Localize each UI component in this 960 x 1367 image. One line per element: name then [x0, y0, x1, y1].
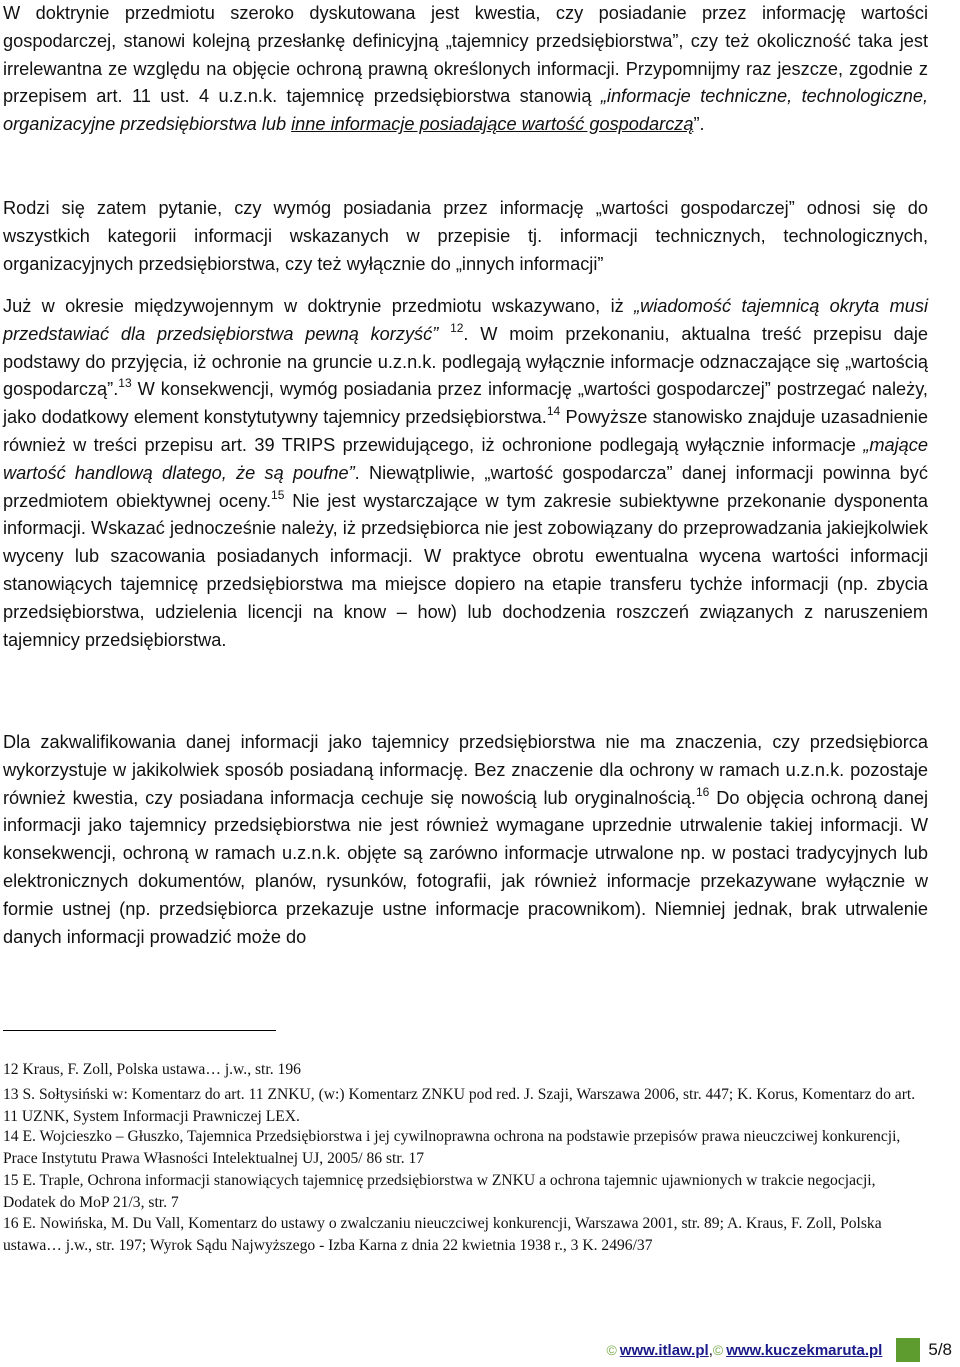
itlaw-link[interactable]: www.itlaw.pl [619, 1341, 709, 1359]
paragraph-3-text-a: Już w okresie międzywojennym w doktrynie przedmiotu wskazywano, iż [3, 296, 635, 316]
footnote-ref-15[interactable]: 15 [271, 487, 285, 502]
paragraph-4 [3, 729, 928, 951]
page-number: 5/8 [928, 1340, 952, 1359]
green-square-icon [896, 1338, 920, 1362]
footnote-16: 16 E. Nowińska, M. Du Vall, Komentarz do ustawy o zwalczaniu nieuczciwej konkurencji, Warszawa 2001, str. 89; A. Kraus, F. Zoll, Polska ustawa… j.w., str. 197; Wyrok Sądu Najwyższego - Izba Karna z dnia 22 kwietnia 1938 r., 3 K. 2496/37 [3, 1215, 882, 1254]
paragraph-3-text-c: W konsekwencji, wymóg posiadania przez informację „wartości gospodarczej” postrzegać należy, jako dodatkowy element konstytutywny tajemnicy przedsiębiorstwa. [3, 379, 928, 428]
footnote-ref-16[interactable]: 16 [695, 784, 710, 799]
paragraph-4-text-a: Dla zakwalifikowania danej informacji jako tajemnicy przedsiębiorstwa nie ma znaczenia, czy przedsiębiorca wykorzystuje w jakikolwiek sposób posiadaną informację. Bez znaczenie dla ochrony w ramach u.z.n.k. pozostaje również kwestia, czy posiadana informacja cechuje się nowością lub oryginalnością. [3, 732, 928, 808]
footnote-13: 13 S. Sołtysiński w: Komentarz do art. 11 ZNKU, (w:) Komentarz ZNKU pod red. J. Szaji, Warszawa 2006, str. 447; K. Korus, Komentarz do art. 11 UZNK, System Informacji Prawniczej LEX. [3, 1086, 916, 1125]
paragraph-2: Rodzi się zatem pytanie, czy wymóg posiadania przez informację „wartości gospodarczej” odnosi się do wszystkich kategorii informacji wskazanych w przepisie tj. informacji technicznych, technologicznych, organizacyjnych przedsiębiorstwa, czy też wyłącznie do „innych informacji” [3, 198, 928, 274]
paragraph-3-quote-1: „wiadomość tajemnicą okryta musi przedstawiać dla przedsiębiorstwa pewną korzyść” [3, 296, 928, 344]
footnote-ref-13[interactable]: 13 [118, 376, 132, 391]
kuczekmaruta-link[interactable]: www.kuczekmaruta.pl [726, 1341, 883, 1359]
paragraph-3-text-d: Powyższe stanowisko znajduje uzasadnienie również w treści przepisu art. 39 TRIPS przewidującego, iż ochronione podlegają wyłącznie informacje [3, 407, 928, 455]
page-footer [606, 1336, 952, 1364]
paragraph-3-text-f: Nie jest wystarczające w tym zakresie subiektywne przekonanie dysponenta informacji. Wskazać jednocześnie należy, iż przedsiębiorca nie jest zobowiązany do przeprowadzania jakiejkolwiek wyceny lub szacowania posiadanych informacji. W praktyce obrotu ewentualna wycena wartości informacji stanowiących tajemnicę przedsiębiorstwa ma miejsce dopiero na etapie transferu tychże informacji (np. zbycia przedsiębiorstwa, udzielenia licencji na know – how) lub dochodzenia roszczeń związanych z naruszeniem tajemnicy przedsiębiorstwa. [3, 490, 928, 650]
footnote-15: 15 E. Traple, Ochrona informacji stanowiących tajemnicę przedsiębiorstwa w ZNKU a ochrona tajemnic ujawnionych w trakcie negocjacji, Dodatek do MoP 21/3, str. 7 [3, 1172, 876, 1211]
paragraph-3-text-b: . W moim przekonaniu, aktualna treść przepisu daje podstawy do przyjęcia, iż ochronie na gruncie u.z.n.k. podlegają wyłącznie informacje odznaczające się „wartością gospodarczą”. [3, 323, 928, 400]
paragraph-3-quote-2: „mające wartość handlową dlatego, że są poufne” [3, 434, 928, 483]
paragraph-1-quote: „informacje techniczne, technologiczne, organizacyjne przedsiębiorstwa lub [3, 86, 928, 135]
paragraph-1-text: W doktrynie przedmiotu szeroko dyskutowana jest kwestia, czy posiadanie przez informację wartości gospodarczej, stanowi kolejną przesłankę definicyjną „tajemnicy przedsiębiorstwa”, czy też okoliczność taka jest irrelewantna ze względu na objęcie ochroną prawną określonych informacji. Przypomnijmy raz jeszcze, zgodnie z przepisem art. 11 ust. 4 u.z.n.k. tajemnicę przedsiębiorstwa stanowią [3, 3, 928, 107]
paragraph-1-underlined-quote: inne informacje posiadające wartość gospodarczą [291, 114, 694, 135]
copyright-icon: © [712, 1342, 724, 1358]
footnote-ref-14[interactable]: 14 [546, 404, 561, 419]
copyright-icon: © [606, 1342, 617, 1358]
paragraph-1-closing: ”. [693, 114, 705, 135]
footer-separator: , [708, 1341, 713, 1359]
paragraph-3-text-e: . Niewątpliwie, „wartość gospodarcza” danej informacji powinna być przedmiotem obiektywnej oceny. [3, 462, 928, 511]
footnote-separator [3, 1030, 276, 1031]
footnote-12: 12 Kraus, F. Zoll, Polska ustawa… j.w., str. 196 [3, 1061, 301, 1078]
footnote-14: 14 E. Wojcieszko – Głuszko, Tajemnica Przedsiębiorstwa i jej cywilnoprawna ochrona na podstawie przepisów prawa nieuczciwej konkurencji, Prace Instytutu Prawa Własności Intelektualnej UJ, 2005/ 86 str. 17 [3, 1128, 901, 1167]
paragraph-4-text-b: Do objęcia ochroną danej informacji jako tajemnicy przedsiębiorstwa nie jest również wymagane uprzednie utrwalenie takiej informacji. W konsekwencji, ochroną w ramach u.z.n.k. objęte są zarówno informacje utrwalone np. w postaci tradycyjnych lub elektronicznych dokumentów, planów, rysunków, fotografii, jak również informacje przekazywane wyłącznie w formie ustnej (np. przedsiębiorca przekazuje ustne informacje pracownikom). Niemniej jednak, brak utrwalenie danych informacji prowadzić może do [3, 787, 929, 947]
paragraph-1 [3, 0, 928, 139]
footnote-ref-12[interactable]: 12 [450, 320, 464, 335]
paragraph-3 [3, 293, 928, 654]
